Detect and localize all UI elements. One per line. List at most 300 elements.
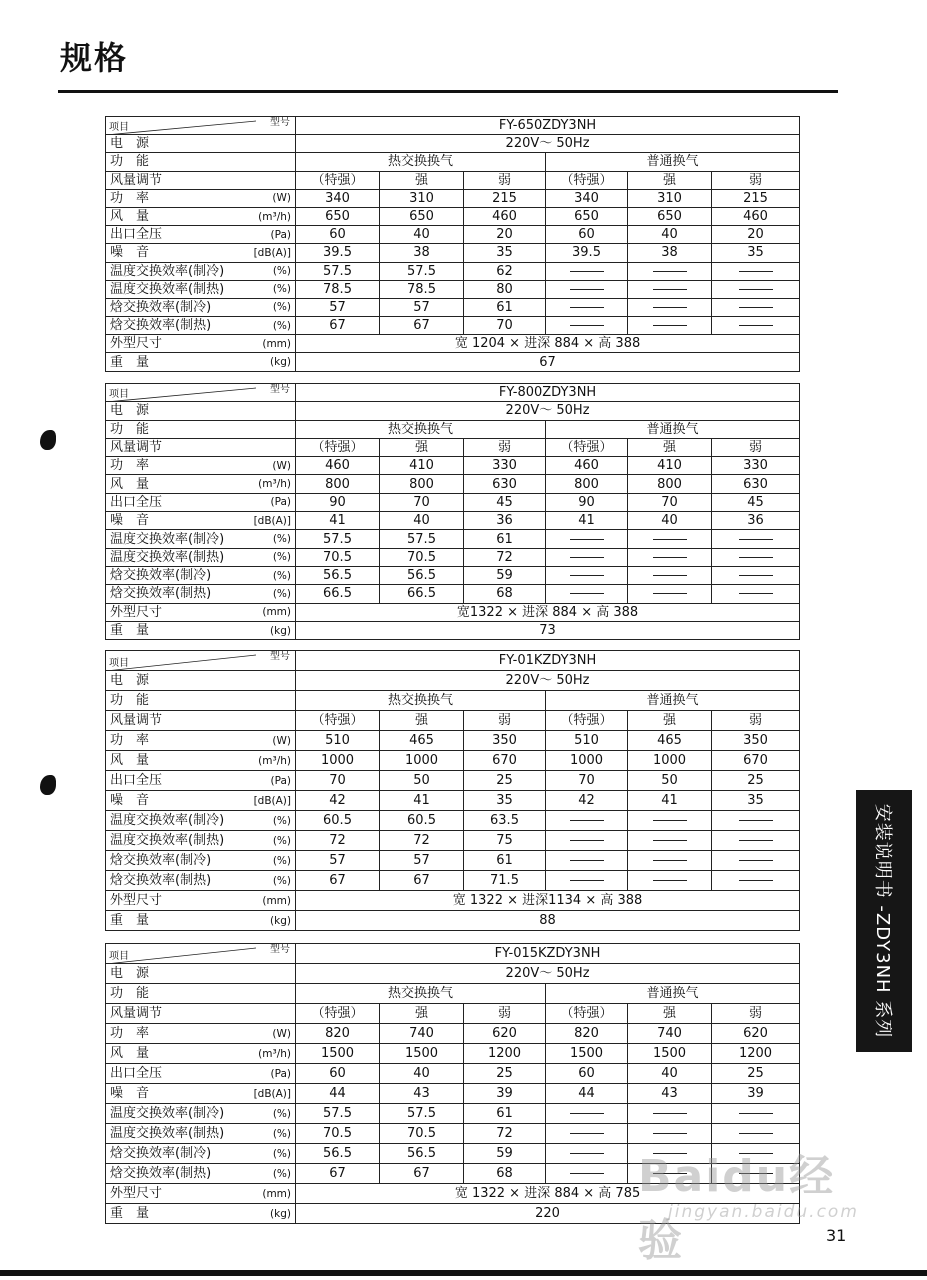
watermark-logo: Baidu经验 <box>638 1151 836 1266</box>
value-cell: 57 <box>380 298 464 316</box>
row-label-text: 出口全压 <box>110 1066 163 1081</box>
row-label <box>106 711 296 731</box>
speed-level: （特强） <box>546 438 628 456</box>
table-row <box>106 548 800 566</box>
mode-normal: 普通换气 <box>546 984 800 1004</box>
row-label <box>106 984 296 1004</box>
unit-label: [dB(A)] <box>253 1087 291 1100</box>
not-applicable-dash <box>546 530 628 548</box>
row-label <box>106 530 296 548</box>
table-row <box>106 791 800 811</box>
table-row <box>106 603 800 621</box>
value-cell: 73 <box>296 621 800 639</box>
diagonal-divider <box>106 117 296 135</box>
value-cell: 70 <box>296 771 380 791</box>
value-cell: 88 <box>296 911 800 931</box>
row-label-text: 温度交换效率(制冷) <box>110 531 225 547</box>
speed-level: （特强） <box>546 1004 628 1024</box>
speed-level: （特强） <box>296 438 380 456</box>
value-cell: 340 <box>296 189 380 207</box>
row-label-text: 风 量 <box>110 476 150 492</box>
row-label <box>106 420 296 438</box>
row-label <box>106 1184 296 1204</box>
table-row <box>106 984 800 1004</box>
row-label <box>106 548 296 566</box>
value-cell: 220V～ 50Hz <box>296 135 800 153</box>
unit-label: (%) <box>272 1147 291 1160</box>
not-applicable-dash <box>628 262 712 280</box>
speed-level: 弱 <box>712 711 800 731</box>
unit-label: (W) <box>272 459 291 472</box>
value-cell: 38 <box>380 244 464 262</box>
value-cell: 61 <box>464 530 546 548</box>
not-applicable-dash <box>546 262 628 280</box>
value-cell: 72 <box>464 548 546 566</box>
value-cell: 650 <box>380 207 464 225</box>
value-cell: 72 <box>464 1124 546 1144</box>
value-cell: 57.5 <box>296 1104 380 1124</box>
not-applicable-dash <box>628 851 712 871</box>
row-label-text: 风量调节 <box>110 172 163 188</box>
mode-heat-exchange: 热交换换气 <box>296 420 546 438</box>
speed-level: 强 <box>380 1004 464 1024</box>
unit-label: (%) <box>272 283 291 296</box>
value-cell: 40 <box>380 512 464 530</box>
value-cell: 59 <box>464 566 546 584</box>
header-model-label: 型号 <box>270 117 290 128</box>
speed-level: （特强） <box>296 1004 380 1024</box>
value-cell: 40 <box>628 512 712 530</box>
value-cell: 60.5 <box>296 811 380 831</box>
row-label <box>106 475 296 493</box>
value-cell: 41 <box>380 791 464 811</box>
row-label-text: 功 率 <box>110 458 150 474</box>
not-applicable-dash <box>628 1104 712 1124</box>
value-cell: 66.5 <box>296 585 380 603</box>
value-cell: 71.5 <box>464 871 546 891</box>
row-label <box>106 1004 296 1024</box>
row-label <box>106 438 296 456</box>
not-applicable-dash <box>546 1124 628 1144</box>
row-label <box>106 811 296 831</box>
value-cell: 68 <box>464 1164 546 1184</box>
header-item-label: 项目 <box>109 389 129 401</box>
not-applicable-dash <box>712 280 800 298</box>
model-name: FY-015KZDY3NH <box>296 944 800 964</box>
row-label-text: 电 源 <box>110 136 150 152</box>
header-item-label: 项目 <box>109 122 129 134</box>
row-label <box>106 335 296 353</box>
value-cell: 1500 <box>296 1044 380 1064</box>
row-label-text: 出口全压 <box>110 494 163 510</box>
value-cell: 39.5 <box>546 244 628 262</box>
row-label-text: 焓交换效率(制冷) <box>110 568 212 584</box>
mode-heat-exchange: 热交换换气 <box>296 153 546 171</box>
row-label-text: 功 能 <box>110 693 150 708</box>
value-cell: 72 <box>380 831 464 851</box>
row-label-text: 焓交换效率(制冷) <box>110 299 212 315</box>
value-cell: 50 <box>628 771 712 791</box>
value-cell: 宽 1204 × 进深 884 × 高 388 <box>296 335 800 353</box>
row-label <box>106 621 296 639</box>
value-cell: 70.5 <box>296 1124 380 1144</box>
value-cell: 510 <box>546 731 628 751</box>
unit-label: (%) <box>272 551 291 564</box>
value-cell: 215 <box>712 189 800 207</box>
table-row <box>106 771 800 791</box>
value-cell: 80 <box>464 280 546 298</box>
not-applicable-dash <box>546 566 628 584</box>
unit-label: (%) <box>272 587 291 600</box>
value-cell: 41 <box>546 512 628 530</box>
value-cell: 35 <box>464 791 546 811</box>
table-row <box>106 353 800 371</box>
unit-label: (%) <box>272 854 291 867</box>
row-label-text: 电 源 <box>110 403 150 419</box>
value-cell: 90 <box>296 493 380 511</box>
value-cell: 460 <box>712 207 800 225</box>
table-row <box>106 944 800 964</box>
value-cell: 42 <box>296 791 380 811</box>
not-applicable-dash <box>628 530 712 548</box>
row-label <box>106 280 296 298</box>
row-label-text: 温度交换效率(制热) <box>110 549 225 565</box>
not-applicable-dash <box>712 298 800 316</box>
value-cell: 1200 <box>464 1044 546 1064</box>
not-applicable-dash <box>712 548 800 566</box>
unit-label: (%) <box>272 1167 291 1180</box>
unit-label: (%) <box>272 569 291 582</box>
row-label <box>106 964 296 984</box>
row-label <box>106 771 296 791</box>
value-cell: 70 <box>628 493 712 511</box>
row-label-text: 噪 音 <box>110 793 150 808</box>
not-applicable-dash <box>628 548 712 566</box>
speed-level: 强 <box>380 438 464 456</box>
row-label <box>106 1084 296 1104</box>
row-label-text: 焓交换效率(制冷) <box>110 1146 212 1161</box>
value-cell: 630 <box>712 475 800 493</box>
value-cell: 310 <box>380 189 464 207</box>
spec-table <box>105 650 800 931</box>
value-cell: 57 <box>296 851 380 871</box>
value-cell: 630 <box>464 475 546 493</box>
value-cell: 43 <box>628 1084 712 1104</box>
table-row <box>106 475 800 493</box>
row-label-text: 焓交换效率(制热) <box>110 1166 212 1181</box>
table-row <box>106 317 800 335</box>
value-cell: 650 <box>628 207 712 225</box>
bottom-rule <box>0 1270 927 1276</box>
header-corner-cell <box>106 651 296 671</box>
value-cell: 60 <box>546 226 628 244</box>
table-row <box>106 438 800 456</box>
value-cell: 650 <box>546 207 628 225</box>
value-cell: 220V～ 50Hz <box>296 402 800 420</box>
value-cell: 41 <box>628 791 712 811</box>
row-label <box>106 791 296 811</box>
binding-hole-mark <box>40 775 56 795</box>
value-cell: 36 <box>712 512 800 530</box>
table-row <box>106 420 800 438</box>
unit-label: (W) <box>272 1027 291 1040</box>
table-row <box>106 851 800 871</box>
row-label-text: 功 能 <box>110 154 150 170</box>
value-cell: 60.5 <box>380 811 464 831</box>
table-row <box>106 402 800 420</box>
not-applicable-dash <box>546 851 628 871</box>
value-cell: 620 <box>712 1024 800 1044</box>
not-applicable-dash <box>546 831 628 851</box>
row-label <box>106 603 296 621</box>
value-cell: 42 <box>546 791 628 811</box>
row-label-text: 温度交换效率(制冷) <box>110 813 225 828</box>
unit-label: (kg) <box>270 914 291 927</box>
unit-label: (%) <box>272 301 291 314</box>
speed-level: 弱 <box>712 438 800 456</box>
table-row <box>106 530 800 548</box>
diagonal-divider <box>106 651 296 671</box>
value-cell: 460 <box>296 457 380 475</box>
value-cell: 61 <box>464 298 546 316</box>
value-cell: 800 <box>628 475 712 493</box>
row-label <box>106 1104 296 1124</box>
row-label-text: 功 率 <box>110 733 150 748</box>
value-cell: 670 <box>712 751 800 771</box>
value-cell: 70.5 <box>380 1124 464 1144</box>
value-cell: 800 <box>296 475 380 493</box>
table-row <box>106 731 800 751</box>
speed-level: 弱 <box>712 171 800 189</box>
value-cell: 39.5 <box>296 244 380 262</box>
value-cell: 215 <box>464 189 546 207</box>
not-applicable-dash <box>628 585 712 603</box>
row-label-text: 风量调节 <box>110 1006 163 1021</box>
header-item-label: 项目 <box>109 951 129 962</box>
table-row <box>106 244 800 262</box>
value-cell: 1000 <box>546 751 628 771</box>
value-cell: 1200 <box>712 1044 800 1064</box>
value-cell: 620 <box>464 1024 546 1044</box>
unit-label: (mm) <box>262 337 291 350</box>
value-cell: 57.5 <box>296 262 380 280</box>
row-label <box>106 1144 296 1164</box>
value-cell: 410 <box>628 457 712 475</box>
unit-label: (kg) <box>270 624 291 637</box>
mode-normal: 普通换气 <box>546 691 800 711</box>
value-cell: 410 <box>380 457 464 475</box>
value-cell: 650 <box>296 207 380 225</box>
row-label-text: 电 源 <box>110 966 150 981</box>
value-cell: 57.5 <box>380 262 464 280</box>
value-cell: 20 <box>712 226 800 244</box>
row-label-text: 焓交换效率(制冷) <box>110 853 212 868</box>
table-row <box>106 751 800 771</box>
unit-label: (m³/h) <box>258 754 291 767</box>
not-applicable-dash <box>546 317 628 335</box>
table-row <box>106 871 800 891</box>
row-label-text: 重 量 <box>110 913 150 928</box>
row-label-text: 风量调节 <box>110 713 163 728</box>
unit-label: (m³/h) <box>258 1047 291 1060</box>
not-applicable-dash <box>712 585 800 603</box>
row-label-text: 功 能 <box>110 421 150 437</box>
value-cell: 61 <box>464 1104 546 1124</box>
speed-level: 弱 <box>464 711 546 731</box>
unit-label: (%) <box>272 264 291 277</box>
not-applicable-dash <box>712 317 800 335</box>
mode-heat-exchange: 热交换换气 <box>296 984 546 1004</box>
value-cell: 220V～ 50Hz <box>296 964 800 984</box>
row-label-text: 功 率 <box>110 190 150 206</box>
unit-label: (Pa) <box>270 774 291 787</box>
speed-level: 弱 <box>712 1004 800 1024</box>
speed-level: （特强） <box>296 711 380 731</box>
value-cell: 39 <box>712 1084 800 1104</box>
table-row <box>106 831 800 851</box>
table-row <box>106 711 800 731</box>
binding-hole-mark <box>40 430 56 450</box>
row-label-text: 外型尺寸 <box>110 1186 163 1201</box>
value-cell: 宽1322 × 进深 884 × 高 388 <box>296 603 800 621</box>
row-label <box>106 135 296 153</box>
row-label-text: 重 量 <box>110 354 150 370</box>
row-label-text: 焓交换效率(制热) <box>110 873 212 888</box>
value-cell: 70 <box>464 317 546 335</box>
value-cell: 宽 1322 × 进深1134 × 高 388 <box>296 891 800 911</box>
unit-label: (mm) <box>262 605 291 618</box>
value-cell: 310 <box>628 189 712 207</box>
row-label-text: 风 量 <box>110 209 150 225</box>
row-label <box>106 317 296 335</box>
header-corner-cell <box>106 384 296 402</box>
table-row <box>106 671 800 691</box>
row-label <box>106 1204 296 1224</box>
speed-level: 弱 <box>464 1004 546 1024</box>
header-corner-cell <box>106 117 296 135</box>
unit-label: (Pa) <box>270 228 291 241</box>
value-cell: 20 <box>464 226 546 244</box>
value-cell: 67 <box>296 353 800 371</box>
value-cell: 66.5 <box>380 585 464 603</box>
not-applicable-dash <box>628 280 712 298</box>
unit-label: (W) <box>272 734 291 747</box>
speed-level: 强 <box>628 711 712 731</box>
row-label-text: 温度交换效率(制热) <box>110 281 225 297</box>
value-cell: 670 <box>464 751 546 771</box>
not-applicable-dash <box>628 871 712 891</box>
value-cell: 510 <box>296 731 380 751</box>
row-label-text: 温度交换效率(制冷) <box>110 1106 225 1121</box>
value-cell: 78.5 <box>380 280 464 298</box>
row-label <box>106 566 296 584</box>
table-row <box>106 585 800 603</box>
table-row <box>106 280 800 298</box>
speed-level: （特强） <box>546 171 628 189</box>
not-applicable-dash <box>628 831 712 851</box>
unit-label: (Pa) <box>270 1067 291 1080</box>
not-applicable-dash <box>546 1164 628 1184</box>
speed-level: 强 <box>628 1004 712 1024</box>
row-label-text: 焓交换效率(制热) <box>110 586 212 602</box>
row-label-text: 风 量 <box>110 753 150 768</box>
speed-level: 强 <box>380 711 464 731</box>
value-cell: 70 <box>380 493 464 511</box>
not-applicable-dash <box>546 298 628 316</box>
speed-level: 强 <box>628 171 712 189</box>
row-label <box>106 512 296 530</box>
row-label-text: 风量调节 <box>110 440 163 456</box>
row-label <box>106 1124 296 1144</box>
table-row <box>106 171 800 189</box>
value-cell: 38 <box>628 244 712 262</box>
unit-label: [dB(A)] <box>253 794 291 807</box>
value-cell: 800 <box>546 475 628 493</box>
title-divider <box>58 90 838 93</box>
value-cell: 740 <box>380 1024 464 1044</box>
page-number: 31 <box>826 1226 847 1245</box>
value-cell: 56.5 <box>380 1144 464 1164</box>
speed-level: 弱 <box>464 438 546 456</box>
not-applicable-dash <box>712 831 800 851</box>
row-label <box>106 153 296 171</box>
value-cell: 25 <box>464 771 546 791</box>
value-cell: 350 <box>712 731 800 751</box>
unit-label: [dB(A)] <box>253 246 291 259</box>
not-applicable-dash <box>546 280 628 298</box>
value-cell: 800 <box>380 475 464 493</box>
speed-level: 强 <box>628 438 712 456</box>
not-applicable-dash <box>628 811 712 831</box>
value-cell: 75 <box>464 831 546 851</box>
row-label-text: 噪 音 <box>110 513 150 529</box>
header-model-label: 型号 <box>270 384 290 395</box>
unit-label: (Pa) <box>270 496 291 509</box>
table-row <box>106 1064 800 1084</box>
value-cell: 60 <box>296 1064 380 1084</box>
value-cell: 460 <box>464 207 546 225</box>
value-cell: 67 <box>380 871 464 891</box>
speed-level: （特强） <box>296 171 380 189</box>
diagonal-divider <box>106 944 296 964</box>
value-cell: 57.5 <box>380 530 464 548</box>
row-label <box>106 353 296 371</box>
table-row <box>106 117 800 135</box>
value-cell: 330 <box>464 457 546 475</box>
table-row <box>106 207 800 225</box>
unit-label: (m³/h) <box>258 477 291 490</box>
row-label <box>106 585 296 603</box>
mode-heat-exchange: 热交换换气 <box>296 691 546 711</box>
diagonal-divider <box>106 384 296 402</box>
value-cell: 57 <box>296 298 380 316</box>
value-cell: 72 <box>296 831 380 851</box>
unit-label: (%) <box>272 319 291 332</box>
spec-table <box>105 116 800 372</box>
row-label-text: 风 量 <box>110 1046 150 1061</box>
row-label-text: 外型尺寸 <box>110 893 163 908</box>
value-cell: 57 <box>380 851 464 871</box>
row-label <box>106 671 296 691</box>
row-label-text: 焓交换效率(制热) <box>110 318 212 334</box>
unit-label: (kg) <box>270 1207 291 1220</box>
value-cell: 60 <box>296 226 380 244</box>
speed-level: 弱 <box>464 171 546 189</box>
not-applicable-dash <box>546 548 628 566</box>
table-row <box>106 335 800 353</box>
value-cell: 820 <box>546 1024 628 1044</box>
value-cell: 45 <box>712 493 800 511</box>
